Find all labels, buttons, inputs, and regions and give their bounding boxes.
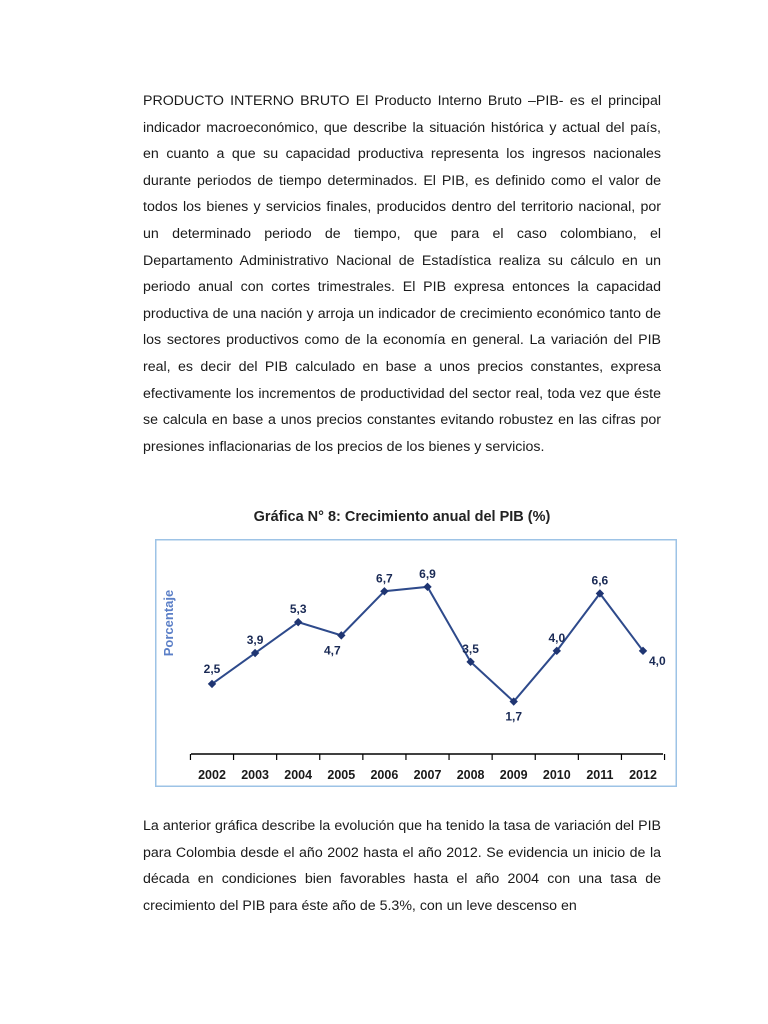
x-tick-label-2012: 2012 [629,768,657,782]
y-axis-label: Porcentaje [161,589,176,657]
x-tick-label-2008: 2008 [456,768,485,782]
data-label-2011: 6,6 [591,573,609,588]
data-label-2007: 6,9 [419,566,436,581]
data-label-2002: 2,5 [203,661,221,676]
paragraph-pib-definition: PRODUCTO INTERNO BRUTO El Producto Interno Bruto –PIB- es el principal indicador macroeconómico, que describe la situación histórica y actual del país, en cuanto a que su capacidad productiva representa los ingresos nacionales durante periodos de tiempo determinados. El PIB, es definido como el valor de todos los bienes y servicios finales, producidos dentro del territorio nacional, por un determinado periodo de tiempo, que para el caso colombiano, el Departamento Administrativo Nacional de Estadística realiza su cálculo en un periodo anual con cortes trimestrales. El PIB expresa entonces la capacidad productiva de una nación y arroja un indicador de crecimiento económico tanto de los sectores productivos como de la economía en general. La variación del PIB real, es decir del PIB calculado en base a unos precios constantes, expresa efectivamente los incrementos de productividad del sector real, toda vez que éste se calcula en base a unos precios constantes evitando robustez en las cifras por presiones inflacionarias de los precios de los bienes y servicios. [143,93,661,455]
data-label-2012: 4,0 [649,653,666,668]
data-label-2005: 4,7 [323,643,341,658]
x-tick-label-2004: 2004 [284,768,313,782]
data-label-2006: 6,7 [376,571,393,586]
x-axis-tick-labels [198,768,657,782]
x-tick-label-2009: 2009 [499,768,528,782]
data-label-2008: 3,5 [462,641,479,656]
x-tick-label-2005: 2005 [327,768,356,782]
x-tick-label-2006: 2006 [370,768,399,782]
x-tick-label-2003: 2003 [241,768,270,782]
x-tick-label-2007: 2007 [413,768,442,782]
x-tick-label-2011: 2011 [586,768,614,782]
paragraph-chart-analysis: La anterior gráfica describe la evolución que ha tenido la tasa de variación del PIB para Colombia desde el año 2002 hasta el año 2012. Se evidencia un inicio de la década en condiciones bien favorables hasta el año 2004 con una tasa de crecimiento del PIB para éste año de 5.3%, con un leve descenso en [143,818,661,914]
data-label-2010: 4,0 [548,630,566,645]
x-tick-label-2002: 2002 [198,768,226,782]
data-label-2003: 3,9 [246,633,264,648]
chart-title: Gráfica N° 8: Crecimiento anual del PIB (%) [253,509,551,525]
data-label-2009: 1,7 [505,709,523,724]
x-tick-label-2010: 2010 [542,768,571,782]
gdp-growth-line-chart [155,539,677,787]
data-label-2004: 5,3 [289,602,307,617]
